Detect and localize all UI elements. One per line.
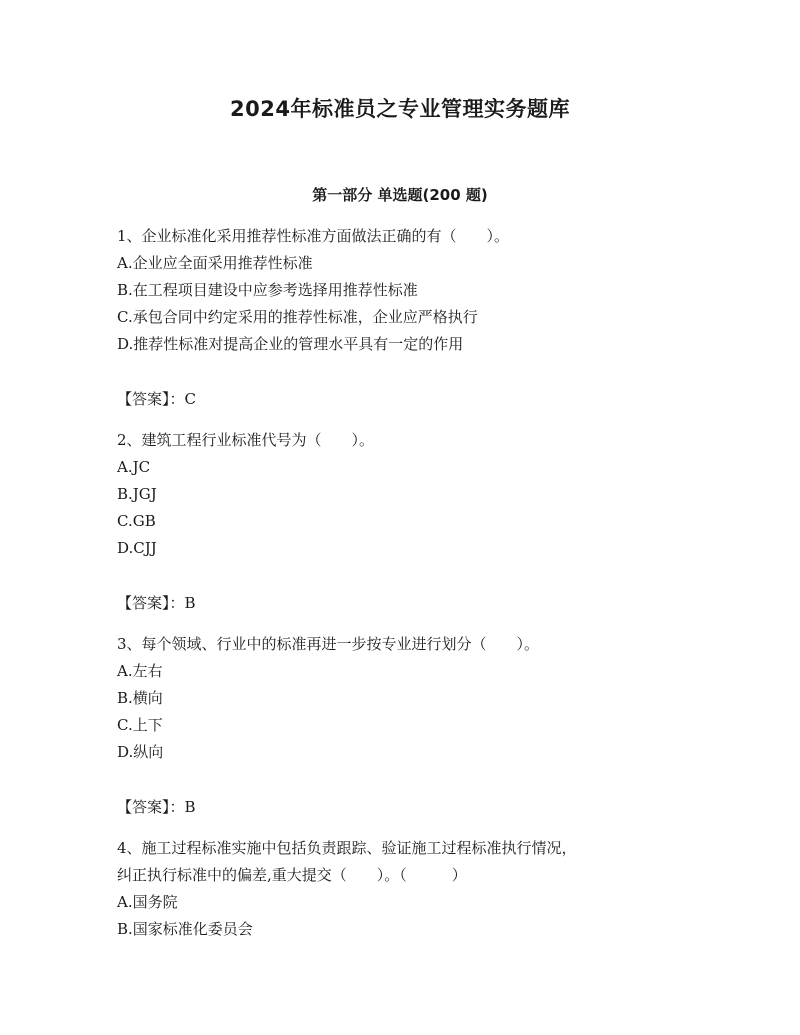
question-2-option-d: D.CJJ: [117, 539, 157, 557]
question-1-option-c: C.承包合同中约定采用的推荐性标准，企业应严格执行: [117, 308, 478, 326]
question-4-option-a: A.国务院: [117, 893, 178, 911]
page-title: 2024年标准员之专业管理实务题库: [230, 97, 570, 121]
question-4-stem-line-2: 纠正执行标准中的偏差,重大提交（ ）。（ ）: [117, 866, 467, 884]
question-2-option-a: A.JC: [117, 458, 151, 476]
question-4-stem: 4、施工过程标准实施中包括负责跟踪、验证施工过程标准执行情况，: [117, 839, 577, 857]
question-2-stem: 2、建筑工程行业标准代号为（ ）。: [117, 431, 375, 449]
question-4-option-b: B.国家标准化委员会: [117, 920, 253, 938]
question-2-answer: 【答案】：B: [117, 594, 196, 612]
question-3-option-a: A.左右: [117, 662, 163, 680]
section-heading: 第一部分 单选题(200 题): [312, 186, 488, 204]
question-1-option-d: D.推荐性标准对提高企业的管理水平具有一定的作用: [117, 335, 464, 353]
question-1-option-b: B.在工程项目建设中应参考选择用推荐性标准: [117, 281, 418, 299]
question-1-answer: 【答案】：C: [117, 390, 196, 408]
question-1-option-a: A.企业应全面采用推荐性标准: [117, 254, 313, 272]
question-3-option-d: D.纵向: [117, 743, 164, 761]
question-2-option-c: C.GB: [117, 512, 156, 530]
question-1-stem: 1、企业标准化采用推荐性标准方面做法正确的有（ ）。: [117, 227, 510, 245]
question-3-answer: 【答案】：B: [117, 798, 196, 816]
question-3-option-c: C.上下: [117, 716, 163, 734]
question-3-stem: 3、每个领域、行业中的标准再进一步按专业进行划分（ ）。: [117, 635, 540, 653]
question-2-option-b: B.JGJ: [117, 485, 157, 503]
question-3-option-b: B.横向: [117, 689, 163, 707]
